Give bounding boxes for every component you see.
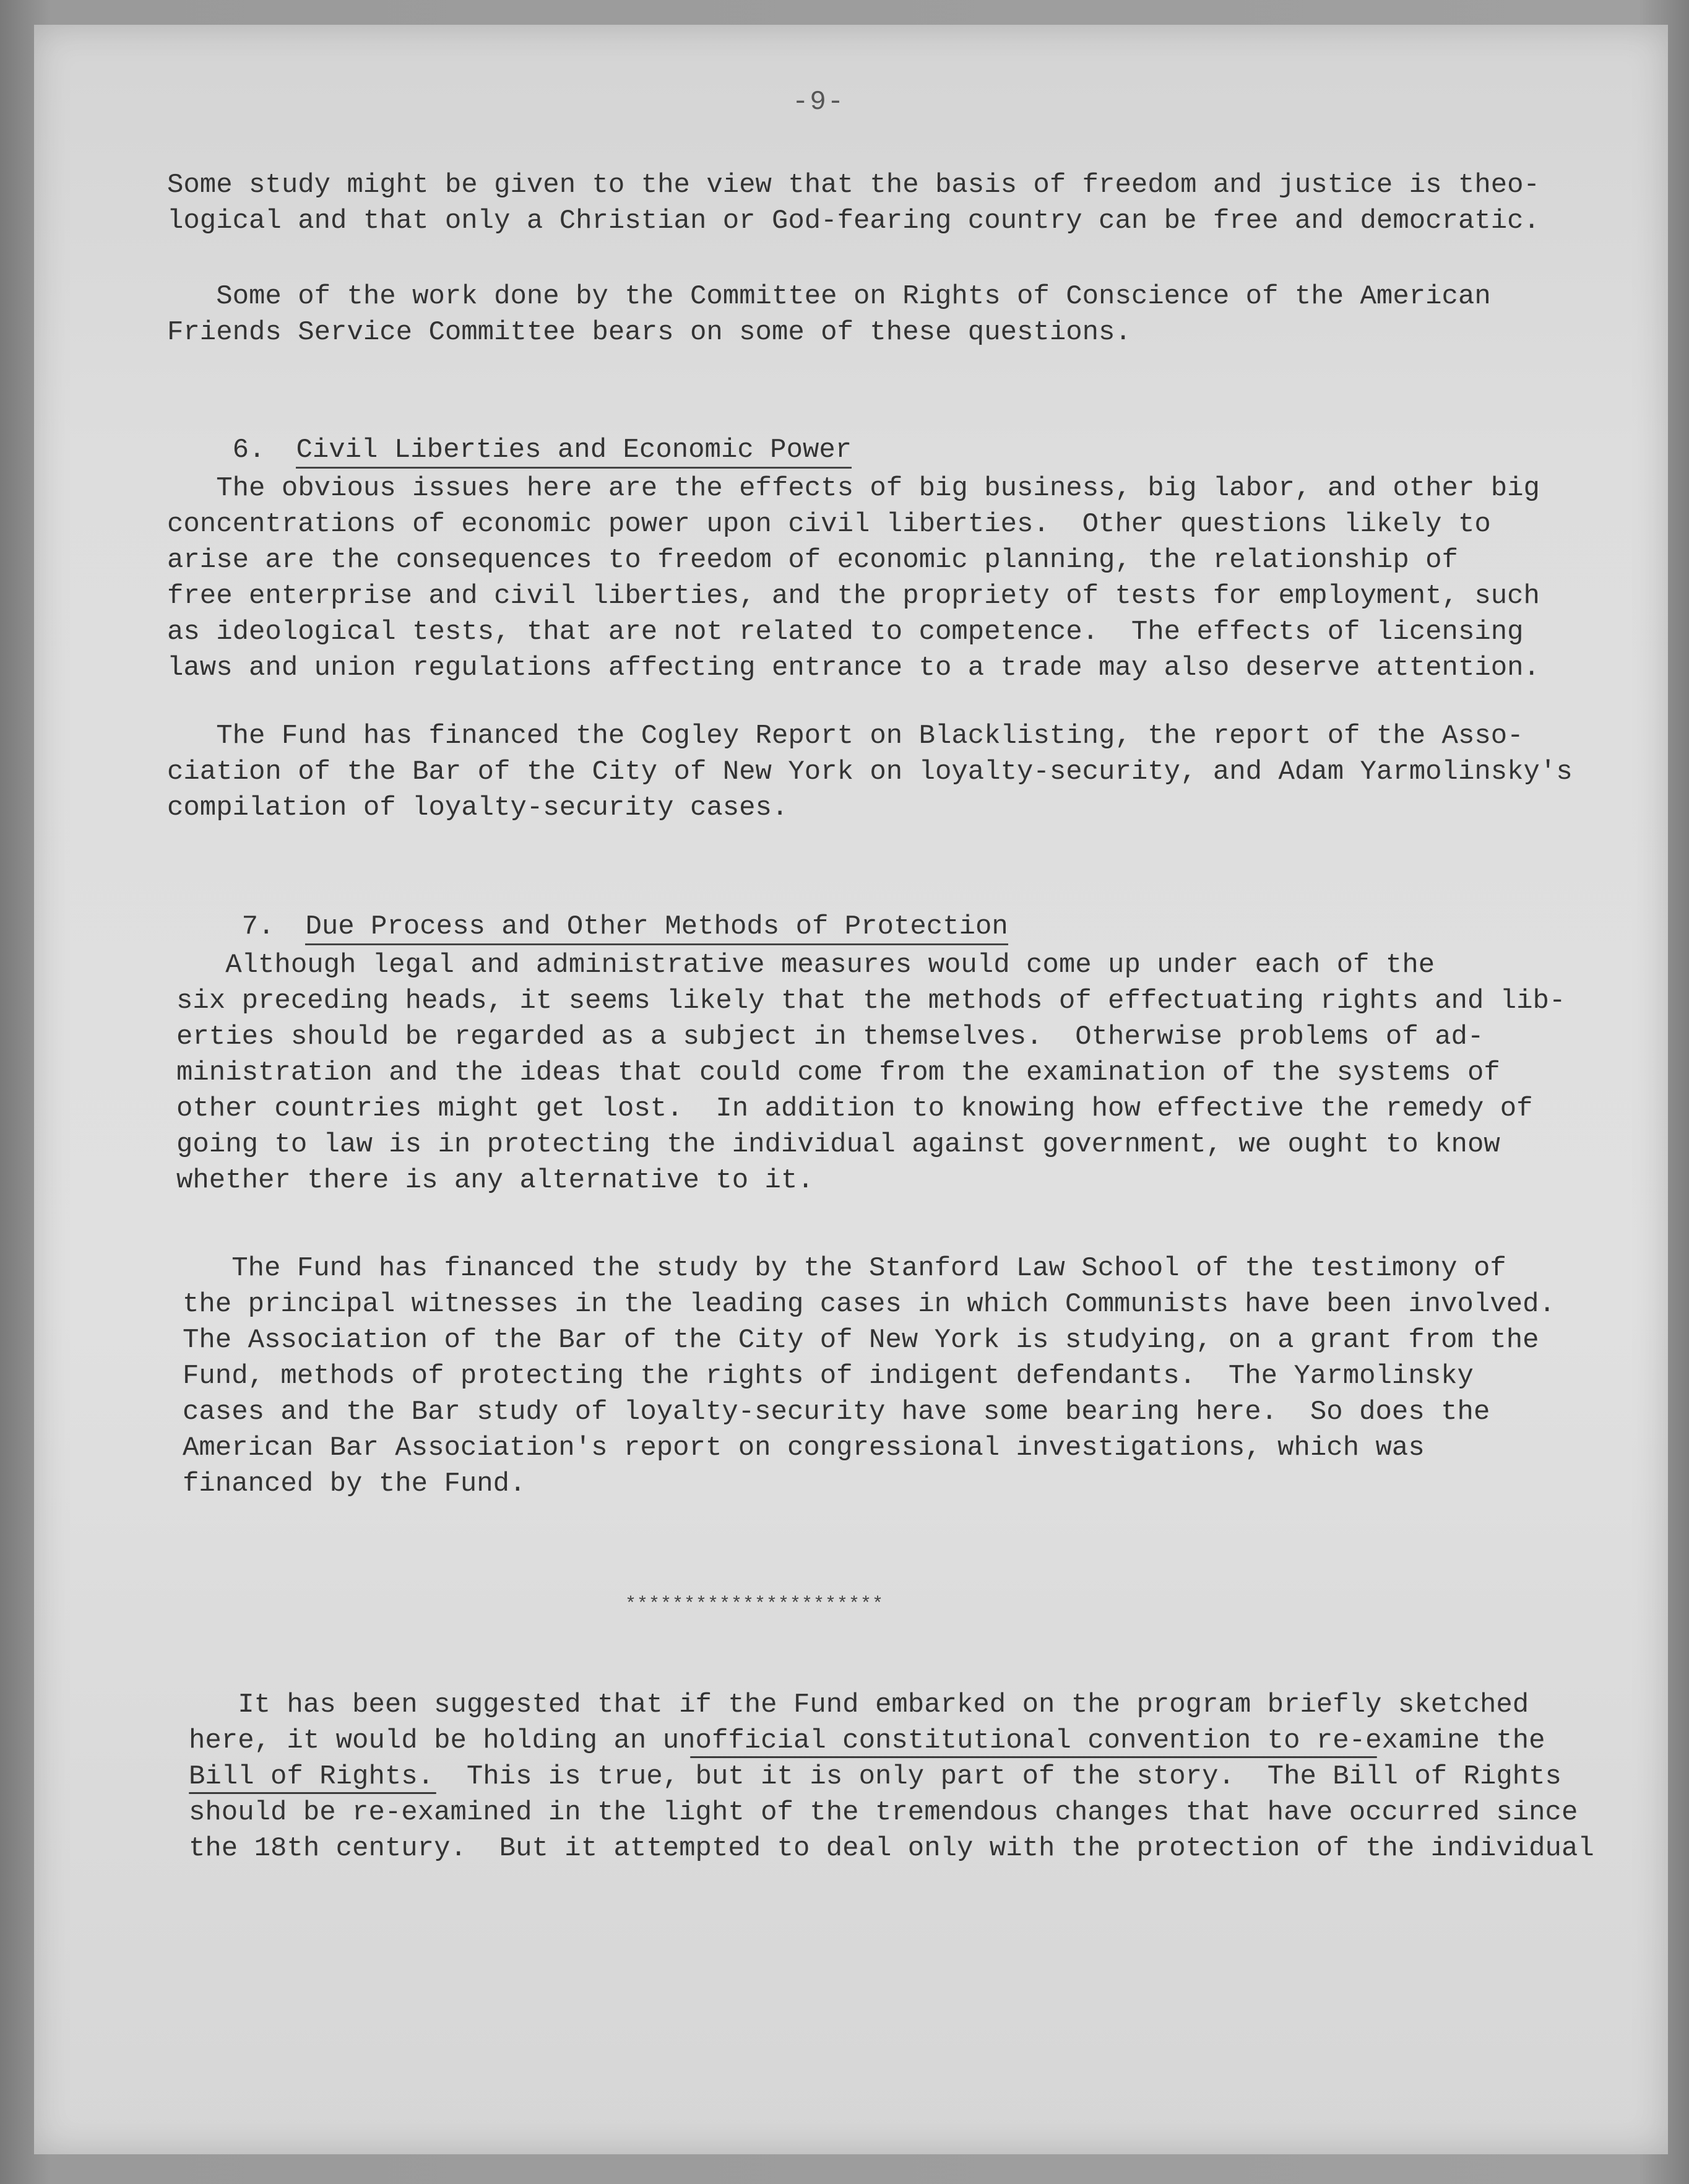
section-title: Due Process and Other Methods of Protection — [305, 911, 1008, 945]
text-line: other countries might get lost. In addition to knowing how effective the remedy of — [176, 1093, 1533, 1124]
text-line: should be re-examined in the light of the tremendous changes that have occurred since — [189, 1797, 1578, 1828]
text-line: the 18th century. But it attempted to deal only with the protection of the individual — [189, 1833, 1594, 1864]
text-line: laws and union regulations affecting entrance to a trade may also deserve attention. — [167, 652, 1540, 683]
text-line: erties should be regarded as a subject in themselves. Otherwise problems of ad- — [176, 1021, 1484, 1052]
text-line: The Association of the Bar of the City of New York is studying, on a grant from the — [183, 1325, 1539, 1356]
text-line: Some of the work done by the Committee on Rights of Conscience of the American — [167, 281, 1491, 312]
text-line: arise are the consequences to freedom of economic planning, the relationship of — [167, 545, 1458, 576]
text-line: compilation of loyalty-security cases. — [167, 792, 788, 823]
paragraph-theological-basis — [167, 167, 1652, 239]
text-line: whether there is any alternative to it. — [176, 1165, 814, 1196]
text-line: The Fund has financed the study by the Stanford Law School of the testimony of — [183, 1253, 1506, 1284]
paragraph-fund-blacklisting — [167, 718, 1652, 826]
paragraph-fund-stanford-study — [183, 1250, 1668, 1502]
paragraph-economic-power-issues — [167, 470, 1652, 686]
text-line: as ideological tests, that are not related to competence. The effects of licensing — [167, 617, 1524, 648]
section-separator: ********************** — [625, 1594, 884, 1615]
text-line: Although legal and administrative measures would come up under each of the — [176, 950, 1435, 981]
text-line: Some study might be given to the view that the basis of freedom and justice is theo- — [167, 170, 1540, 201]
text-line: free enterprise and civil liberties, and the propriety of tests for employment, such — [167, 581, 1540, 612]
text-line: The obvious issues here are the effects of big business, big labor, and other big — [167, 473, 1540, 504]
section-number: 7. — [241, 911, 275, 942]
paragraph-due-process — [176, 947, 1662, 1198]
text-line: the principal witnesses in the leading cases in which Communists have been involved. — [183, 1289, 1555, 1320]
text-line: cases and the Bar study of loyalty-security have some bearing here. So does the — [183, 1397, 1490, 1428]
text-line: Friends Service Committee bears on some of these questions. — [167, 317, 1131, 348]
section-number: 6. — [232, 435, 266, 466]
text-line: concentrations of economic power upon civil liberties. Other questions likely to — [167, 509, 1491, 540]
text-line: ciation of the Bar of the City of New York on loyalty-security, and Adam Yarmolinsky's — [167, 756, 1573, 787]
page-number: -9- — [792, 87, 845, 118]
text-line: six preceding heads, it seems likely that the methods of effectuating rights and lib- — [176, 986, 1566, 1016]
handwritten-underline — [690, 1756, 1377, 1758]
text-line: It has been suggested that if the Fund embarked on the program briefly sketched — [189, 1689, 1529, 1720]
text-line: going to law is in protecting the individual against government, we ought to know — [176, 1129, 1500, 1160]
document-page — [34, 25, 1668, 2154]
paragraph-constitutional-convention — [189, 1687, 1674, 1866]
text-line: ministration and the ideas that could come from the examination of the systems of — [176, 1057, 1500, 1088]
text-line: American Bar Association's report on congressional investigations, which was — [183, 1432, 1425, 1463]
handwritten-underline — [189, 1792, 436, 1794]
text-line: financed by the Fund. — [183, 1468, 526, 1499]
text-line: here, it would be holding an unofficial constitutional convention to re-examine the — [189, 1725, 1545, 1756]
text-line: The Fund has financed the Cogley Report on Blacklisting, the report of the Asso- — [167, 721, 1524, 752]
paragraph-rights-of-conscience — [167, 279, 1652, 350]
text-line: logical and that only a Christian or God-fearing country can be free and democratic. — [167, 206, 1540, 236]
text-line: Fund, methods of protecting the rights of indigent defendants. The Yarmolinsky — [183, 1361, 1474, 1392]
section-title: Civil Liberties and Economic Power — [296, 435, 852, 469]
text-line: Bill of Rights. This is true, but it is only part of the story. The Bill of Rights — [189, 1761, 1562, 1792]
